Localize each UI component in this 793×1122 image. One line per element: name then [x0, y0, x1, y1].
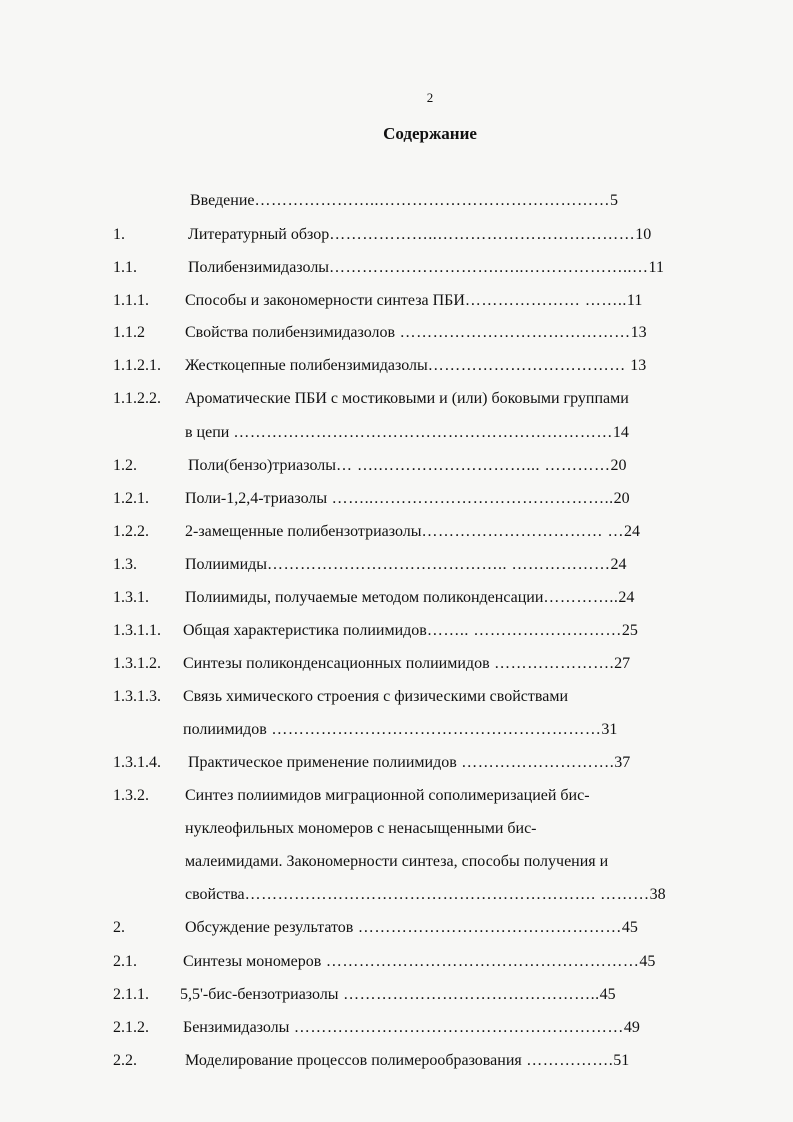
page-title: Содержание — [383, 124, 477, 143]
toc-number: 1.2.1. — [113, 490, 149, 507]
toc-number: 1.3.1. — [113, 589, 149, 606]
toc-entry: Жесткоцепные полибензимидазолы……………………………… 13 — [185, 357, 647, 374]
toc-number: 1.1.2.2. — [113, 390, 161, 407]
toc-number: 1.3.1.3. — [113, 688, 161, 705]
toc-entry: Введение…………………..……………………………………5 — [190, 192, 618, 209]
toc-entry: Полибензимидазолы………………………….…..………………..…11 — [188, 259, 664, 276]
toc-entry: Синтезы мономеров …………………………………………………45 — [183, 953, 656, 970]
toc-entry: Связь химического строения с физическими свойствами — [183, 688, 569, 705]
toc-entry-continued: в цепи ……………………………………………………………14 — [185, 424, 629, 441]
toc-number: 1.1. — [113, 259, 137, 276]
toc-number: 1.1.2.1. — [113, 357, 161, 374]
toc-number: 2.2. — [113, 1052, 137, 1069]
toc-entry: Обсуждение результатов …………………………………………45 — [185, 919, 638, 936]
toc-number: 1.3.2. — [113, 787, 149, 804]
toc-entry: Поли(бензо)триазолы… ….………………………... …………20 — [188, 457, 627, 474]
toc-number: 1.2. — [113, 457, 137, 474]
toc-entry: Бензимидазолы ……………………………………………………49 — [183, 1019, 640, 1036]
toc-entry: Полиимиды…………………………………….. ………………24 — [185, 556, 627, 573]
toc-entry: Литературный обзор………………..………………………………10 — [188, 226, 652, 243]
toc-entry-continued: нуклеофильных мономеров с ненасыщенными бис- — [185, 820, 537, 837]
toc-number: 2.1.1. — [113, 986, 149, 1003]
toc-number: 1. — [113, 226, 125, 243]
toc-entry: Свойства полибензимидазолов ……………………………………13 — [185, 324, 647, 341]
toc-entry: Общая характеристика полиимидов…….. ………………………25 — [183, 622, 638, 639]
toc-number: 1.2.2. — [113, 523, 149, 540]
toc-entry: 2-замещенные полибензотриазолы…………………………… …24 — [185, 523, 640, 540]
toc-entry: Способы и закономерности синтеза ПБИ………………… ……..11 — [185, 292, 643, 309]
toc-number: 1.3.1.1. — [113, 622, 161, 639]
toc-entry: Полиимиды, получаемые методом поликонденсации…………..24 — [185, 589, 635, 606]
toc-entry: Синтезы поликонденсационных полиимидов ………………….27 — [183, 655, 631, 672]
toc-entry: Моделирование процессов полимерообразования …………….51 — [185, 1052, 630, 1069]
toc-number: 1.1.2 — [113, 324, 145, 341]
toc-number: 1.1.1. — [113, 292, 149, 309]
toc-entry-continued: свойства………………………………………………………. ………38 — [185, 886, 666, 903]
toc-number: 2.1. — [113, 953, 137, 970]
toc-entry-continued: малеимидами. Закономерности синтеза, способы получения и — [185, 853, 609, 870]
toc-number: 2. — [113, 919, 125, 936]
toc-number: 1.3.1.2. — [113, 655, 161, 672]
toc-entry: Практическое применение полиимидов ……………………….37 — [188, 754, 631, 771]
toc-entry: Синтез полиимидов миграционной сополимеризацией бис- — [185, 787, 590, 804]
toc-number: 1.3. — [113, 556, 137, 573]
toc-entry: Ароматические ПБИ с мостиковыми и (или) боковыми группами — [185, 390, 629, 407]
toc-entry-continued: полиимидов ……………………………………………………31 — [183, 721, 618, 738]
page-number: 2 — [426, 90, 434, 105]
toc-entry: Поли-1,2,4-триазолы ……..……………………………………..20 — [185, 490, 630, 507]
toc-number: 2.1.2. — [113, 1019, 149, 1036]
toc-number: 1.3.1.4. — [113, 754, 161, 771]
toc-entry: 5,5'-бис-бензотриазолы ………………………………………..45 — [180, 986, 616, 1003]
